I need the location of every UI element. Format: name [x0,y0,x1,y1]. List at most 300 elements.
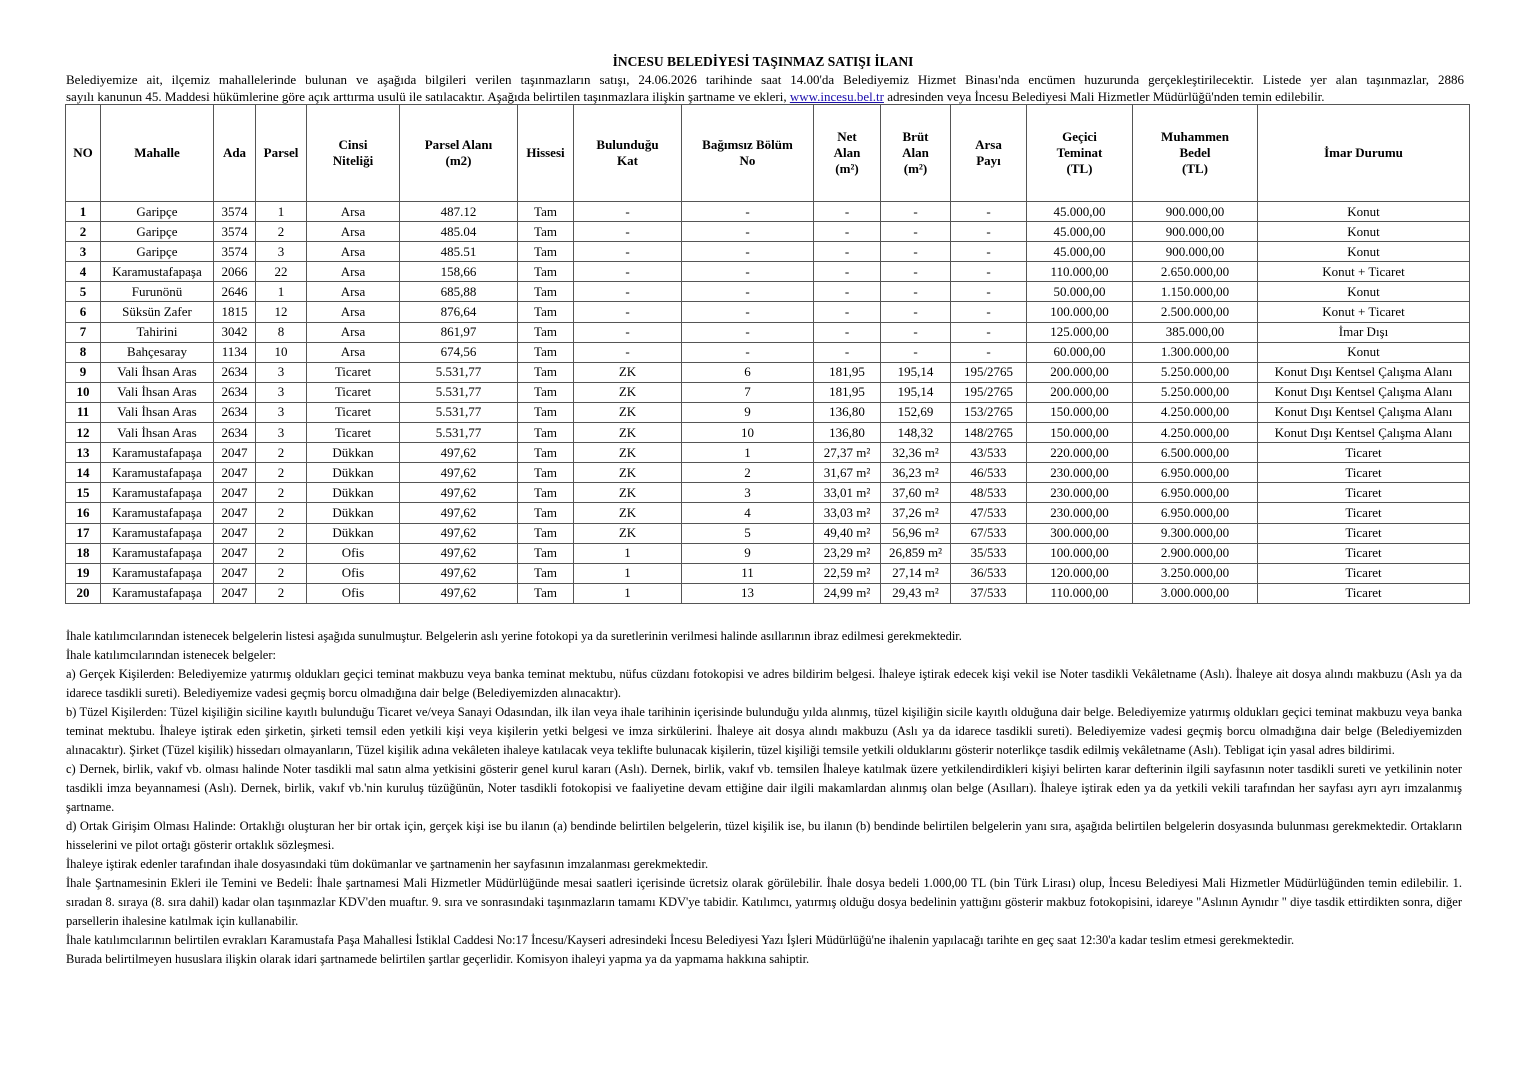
cell-muhammen-bedel: 6.950.000,00 [1133,503,1258,523]
cell-muhammen-bedel: 9.300.000,00 [1133,523,1258,543]
cell-brut-alan: - [881,302,951,322]
cell-net-alan: - [814,322,881,342]
cell-cinsi: Ticaret [307,402,400,422]
cell-kat: ZK [574,463,682,483]
cell-brut-alan: 195,14 [881,362,951,382]
cell-ada: 2634 [214,382,256,402]
cell-net-alan: 23,29 m² [814,543,881,563]
table-row [66,382,1470,402]
cell-gecici-teminat: 110.000,00 [1027,262,1133,282]
cell-kat: ZK [574,443,682,463]
cell-parsel-alani: 497,62 [400,583,518,603]
table-row [66,523,1470,543]
cell-hissesi: Tam [518,463,574,483]
cell-cinsi: Arsa [307,262,400,282]
intro-line-2 [66,88,1464,105]
cell-gecici-teminat: 60.000,00 [1027,342,1133,362]
cell-mahalle: Vali İhsan Aras [101,362,214,382]
cell-cinsi: Dükkan [307,483,400,503]
cell-parsel-alani: 5.531,77 [400,423,518,443]
table-row [66,563,1470,583]
cell-kat: ZK [574,362,682,382]
cell-brut-alan: 32,36 m² [881,443,951,463]
cell-cinsi: Ofis [307,543,400,563]
cell-arsa-payi: - [951,302,1027,322]
cell-ada: 2047 [214,523,256,543]
cell-mahalle: Karamustafapaşa [101,262,214,282]
cell-no: 15 [66,483,101,503]
cell-brut-alan: 195,14 [881,382,951,402]
cell-ada: 2047 [214,543,256,563]
cell-brut-alan: - [881,242,951,262]
cell-mahalle: Furunönü [101,282,214,302]
table-row [66,503,1470,523]
header-arsa-payi: Arsa Payı [951,105,1027,202]
cell-no: 4 [66,262,101,282]
cell-kat: ZK [574,423,682,443]
cell-cinsi: Dükkan [307,503,400,523]
cell-gecici-teminat: 230.000,00 [1027,503,1133,523]
cell-imar-durumu: Konut Dışı Kentsel Çalışma Alanı [1258,382,1470,402]
cell-kat: 1 [574,563,682,583]
cell-bagimsiz-bolum: - [682,322,814,342]
cell-hissesi: Tam [518,563,574,583]
cell-parsel-alani: 497,62 [400,463,518,483]
cell-gecici-teminat: 100.000,00 [1027,543,1133,563]
cell-mahalle: Vali İhsan Aras [101,402,214,422]
cell-no: 12 [66,423,101,443]
cell-no: 1 [66,202,101,222]
table-row [66,583,1470,603]
cell-bagimsiz-bolum: 5 [682,523,814,543]
paragraph: b) Tüzel Kişilerden: Tüzel kişiliğin siciline kayıtlı bulunduğu Ticaret ve/veya Sanayi Odasından, ilk ilan veya ihale tarihinin içerisinde bulunduğu yılda alınmış, tüzel kişiliğin sicile kayıtlı olduğuna dair belge. Belediyemize yatırmış oldukları geçici teminat makbuzu veya banka teminat mektubu. İhaleye iştirak eden şirketin, şirketi temsil eden yetkili kişi veya kişilerin yetki belgesi ve imza sirkülerini. İhaleye ait dosya alındı makbuzu (Aslı ya da idarece tasdikli sureti). Belediyemize vadesi geçmiş borcu olmadığına dair belge (Belediyemizden alınacaktır). Şirket (Tüzel kişilik) hissedarı olmayanların, Tüzel kişilik adına vekâleten ihaleye katılacak veya teklifte bulunacak kişilerin, tüzel kişiliği temsile yetkili olduklarını gösterir noterlikçe tasdik edilmiş vekâletname (Aslı). Tebligat için yasal adres bildirimi. [66,705,1462,757]
cell-brut-alan: - [881,282,951,302]
cell-kat: - [574,202,682,222]
cell-no: 7 [66,322,101,342]
intro-text [66,71,1464,105]
paragraph: İhale katılımcılarından istenecek belgelerin listesi aşağıda sunulmuştur. Belgelerin aslı yerine fotokopi ya da suretlerinin verilmesi halinde asıllarının ibraz edilmesi gerekmektedir. [66,629,962,643]
cell-brut-alan: - [881,262,951,282]
cell-parsel: 2 [256,222,307,242]
cell-muhammen-bedel: 1.300.000,00 [1133,342,1258,362]
cell-muhammen-bedel: 900.000,00 [1133,202,1258,222]
header-bagimsiz-bolum: Bağımsız Bölüm No [682,105,814,202]
cell-ada: 2047 [214,503,256,523]
cell-parsel: 2 [256,503,307,523]
cell-ada: 3574 [214,222,256,242]
cell-imar-durumu: Konut Dışı Kentsel Çalışma Alanı [1258,402,1470,422]
cell-net-alan: 136,80 [814,402,881,422]
cell-mahalle: Vali İhsan Aras [101,423,214,443]
cell-parsel: 12 [256,302,307,322]
cell-brut-alan: - [881,222,951,242]
header-ada: Ada [214,105,256,202]
cell-mahalle: Garipçe [101,242,214,262]
cell-gecici-teminat: 100.000,00 [1027,302,1133,322]
cell-ada: 2047 [214,443,256,463]
cell-no: 6 [66,302,101,322]
cell-no: 10 [66,382,101,402]
cell-brut-alan: 152,69 [881,402,951,422]
cell-arsa-payi: 148/2765 [951,423,1027,443]
cell-hissesi: Tam [518,262,574,282]
cell-bagimsiz-bolum: - [682,242,814,262]
cell-arsa-payi: - [951,342,1027,362]
cell-gecici-teminat: 125.000,00 [1027,322,1133,342]
cell-imar-durumu: Ticaret [1258,463,1470,483]
cell-cinsi: Arsa [307,222,400,242]
cell-parsel: 3 [256,362,307,382]
cell-brut-alan: 29,43 m² [881,583,951,603]
cell-imar-durumu: Konut Dışı Kentsel Çalışma Alanı [1258,423,1470,443]
cell-ada: 3042 [214,322,256,342]
cell-brut-alan: 148,32 [881,423,951,443]
cell-brut-alan: 56,96 m² [881,523,951,543]
cell-parsel-alani: 497,62 [400,523,518,543]
cell-imar-durumu: İmar Dışı [1258,322,1470,342]
cell-parsel-alani: 497,62 [400,563,518,583]
header-imar-durumu: İmar Durumu [1258,105,1470,202]
cell-kat: - [574,342,682,362]
cell-imar-durumu: Ticaret [1258,523,1470,543]
cell-gecici-teminat: 150.000,00 [1027,423,1133,443]
cell-net-alan: 33,01 m² [814,483,881,503]
cell-arsa-payi: - [951,222,1027,242]
cell-gecici-teminat: 50.000,00 [1027,282,1133,302]
paragraph: İhale Şartnamesinin Ekleri ile Temini ve Bedeli: İhale şartnamesi Mali Hizmetler Müdürlüğünde mesai saatleri içerisinde ücretsiz olarak görülebilir. İhale dosya bedeli 1.000,00 TL (bin Türk Lirası) olup, İncesu Belediyesi Mali Hizmetler Müdürlüğünden temin edilebilir. 1. sıradan 8. sıraya (8. sıra dahil) kadar olan taşınmazlar KDV'den muaftır. 9. sıra ve sonrasındaki taşınmazların tamamı KDV'ye tabidir. Katılımcı, yatırmış olduğu dosya bedelinin yattığını gösterir makbuz fotokopisini, idareye "Aslının Aynıdır " diye tasdik ettirdikten sonra, diğer parsellerin ihalesine katılmak için kullanabilir. [66,876,1462,928]
cell-muhammen-bedel: 3.000.000,00 [1133,583,1258,603]
property-table [65,104,1470,604]
cell-muhammen-bedel: 5.250.000,00 [1133,382,1258,402]
cell-parsel-alani: 485.04 [400,222,518,242]
cell-cinsi: Ofis [307,563,400,583]
cell-parsel: 8 [256,322,307,342]
cell-net-alan: 49,40 m² [814,523,881,543]
cell-parsel-alani: 674,56 [400,342,518,362]
table-row [66,463,1470,483]
cell-kat: - [574,302,682,322]
cell-parsel-alani: 876,64 [400,302,518,322]
cell-ada: 2047 [214,483,256,503]
cell-cinsi: Ticaret [307,382,400,402]
cell-imar-durumu: Ticaret [1258,543,1470,563]
header-brut-alan: Brüt Alan (m²) [881,105,951,202]
cell-parsel: 2 [256,523,307,543]
cell-arsa-payi: - [951,202,1027,222]
cell-hissesi: Tam [518,302,574,322]
cell-muhammen-bedel: 1.150.000,00 [1133,282,1258,302]
cell-brut-alan: 26,859 m² [881,543,951,563]
table-row [66,423,1470,443]
cell-brut-alan: - [881,342,951,362]
table-row [66,402,1470,422]
cell-hissesi: Tam [518,423,574,443]
cell-arsa-payi: - [951,322,1027,342]
cell-mahalle: Karamustafapaşa [101,483,214,503]
cell-parsel-alani: 5.531,77 [400,382,518,402]
cell-ada: 2047 [214,583,256,603]
cell-parsel: 22 [256,262,307,282]
cell-imar-durumu: Ticaret [1258,443,1470,463]
cell-bagimsiz-bolum: - [682,202,814,222]
cell-net-alan: - [814,342,881,362]
header-cinsi: Cinsi Niteliği [307,105,400,202]
cell-imar-durumu: Konut [1258,202,1470,222]
cell-bagimsiz-bolum: 1 [682,443,814,463]
paragraph: c) Dernek, birlik, vakıf vb. olması halinde Noter tasdikli mal satın alma yetkisini gösterir genel kurul kararı (Aslı). Dernek, birlik, vakıf vb. temsilen İhaleye katılmak üzere yetkilendirdikleri kişiyi belirten karar defterinin ilgili sayfasının noter tasdikli sureti ve yetkilinin noter tasdikli imza beyannamesi (Aslı). Dernek, birlik, vakıf vb.'nin kuruluş tüzüğünün, Noter tasdikli fotokopisi ve faaliyetine devam ettiğine dair ilgili makamlardan alınmış olan belge (Asılları). İhaleye iştirak eden ya da yetkili vekili tarafından her sayfası ayrı ayrı imzalanmış şartname. [66,762,1462,814]
cell-arsa-payi: 37/533 [951,583,1027,603]
cell-mahalle: Karamustafapaşa [101,523,214,543]
cell-no: 5 [66,282,101,302]
cell-hissesi: Tam [518,322,574,342]
cell-parsel: 1 [256,202,307,222]
table-row [66,543,1470,563]
cell-cinsi: Dükkan [307,463,400,483]
cell-gecici-teminat: 300.000,00 [1027,523,1133,543]
cell-no: 2 [66,222,101,242]
cell-mahalle: Vali İhsan Aras [101,382,214,402]
page-title: İNCESU BELEDİYESİ TAŞINMAZ SATIŞI İLANI [612,54,914,69]
cell-imar-durumu: Konut [1258,342,1470,362]
table-body [66,202,1470,604]
cell-hissesi: Tam [518,282,574,302]
cell-kat: ZK [574,483,682,503]
header-mahalle: Mahalle [101,105,214,202]
cell-mahalle: Karamustafapaşa [101,443,214,463]
cell-parsel-alani: 497,62 [400,543,518,563]
cell-imar-durumu: Ticaret [1258,583,1470,603]
cell-kat: ZK [574,402,682,422]
cell-net-alan: - [814,222,881,242]
cell-kat: - [574,262,682,282]
cell-muhammen-bedel: 3.250.000,00 [1133,563,1258,583]
cell-parsel-alani: 5.531,77 [400,362,518,382]
cell-cinsi: Ticaret [307,423,400,443]
cell-net-alan: - [814,262,881,282]
cell-bagimsiz-bolum: 3 [682,483,814,503]
cell-hissesi: Tam [518,342,574,362]
cell-bagimsiz-bolum: 2 [682,463,814,483]
cell-arsa-payi: 36/533 [951,563,1027,583]
cell-hissesi: Tam [518,503,574,523]
cell-no: 3 [66,242,101,262]
table-row [66,342,1470,362]
cell-kat: - [574,242,682,262]
cell-brut-alan: - [881,322,951,342]
cell-cinsi: Arsa [307,282,400,302]
cell-imar-durumu: Ticaret [1258,483,1470,503]
cell-hissesi: Tam [518,382,574,402]
cell-net-alan: - [814,242,881,262]
table-row [66,202,1470,222]
cell-imar-durumu: Konut [1258,222,1470,242]
cell-bagimsiz-bolum: 11 [682,563,814,583]
table-row [66,242,1470,262]
cell-no: 8 [66,342,101,362]
cell-kat: - [574,322,682,342]
cell-bagimsiz-bolum: - [682,342,814,362]
cell-net-alan: - [814,302,881,322]
cell-kat: ZK [574,382,682,402]
cell-brut-alan: 27,14 m² [881,563,951,583]
cell-hissesi: Tam [518,443,574,463]
cell-parsel: 2 [256,563,307,583]
cell-arsa-payi: - [951,242,1027,262]
cell-net-alan: 27,37 m² [814,443,881,463]
cell-bagimsiz-bolum: 4 [682,503,814,523]
cell-gecici-teminat: 45.000,00 [1027,202,1133,222]
cell-muhammen-bedel: 4.250.000,00 [1133,423,1258,443]
table-row [66,362,1470,382]
table-row [66,262,1470,282]
cell-parsel: 2 [256,583,307,603]
header-gecici-teminat: Geçici Teminat (TL) [1027,105,1133,202]
cell-mahalle: Garipçe [101,202,214,222]
cell-gecici-teminat: 230.000,00 [1027,483,1133,503]
cell-cinsi: Arsa [307,302,400,322]
table-row [66,443,1470,463]
cell-arsa-payi: 46/533 [951,463,1027,483]
cell-ada: 3574 [214,202,256,222]
cell-gecici-teminat: 45.000,00 [1027,242,1133,262]
paragraph: a) Gerçek Kişilerden: Belediyemize yatırmış oldukları geçici teminat makbuzu veya banka teminat mektubu, nüfus cüzdanı fotokopisi ve adres bildirim belgesi. İhaleye iştirak edecek kişi vekil ise Noter tasdikli Vekâletname (Aslı). İhaleye ait dosya alındı makbuzu (Aslı ya da idarece tasdikli sureti). Belediyemize vadesi geçmiş borcu olmadığına dair belge (Belediyemizden alınacaktır). [66,667,1462,700]
cell-ada: 2047 [214,463,256,483]
cell-bagimsiz-bolum: 9 [682,543,814,563]
cell-muhammen-bedel: 2.500.000,00 [1133,302,1258,322]
cell-cinsi: Arsa [307,202,400,222]
cell-hissesi: Tam [518,402,574,422]
cell-imar-durumu: Konut [1258,282,1470,302]
cell-parsel: 1 [256,282,307,302]
cell-ada: 2066 [214,262,256,282]
cell-muhammen-bedel: 6.500.000,00 [1133,443,1258,463]
cell-arsa-payi: 35/533 [951,543,1027,563]
cell-mahalle: Süksün Zafer [101,302,214,322]
cell-parsel: 10 [256,342,307,362]
cell-ada: 2634 [214,362,256,382]
cell-cinsi: Ofis [307,583,400,603]
header-net-alan: Net Alan (m²) [814,105,881,202]
cell-parsel: 2 [256,543,307,563]
cell-arsa-payi: 195/2765 [951,362,1027,382]
cell-parsel-alani: 485.51 [400,242,518,262]
cell-brut-alan: - [881,202,951,222]
cell-bagimsiz-bolum: 13 [682,583,814,603]
cell-hissesi: Tam [518,362,574,382]
cell-ada: 3574 [214,242,256,262]
cell-parsel: 2 [256,443,307,463]
cell-ada: 2646 [214,282,256,302]
cell-parsel: 3 [256,423,307,443]
cell-kat: ZK [574,523,682,543]
cell-mahalle: Karamustafapaşa [101,463,214,483]
cell-ada: 1134 [214,342,256,362]
cell-bagimsiz-bolum: 7 [682,382,814,402]
cell-parsel-alani: 158,66 [400,262,518,282]
cell-mahalle: Karamustafapaşa [101,563,214,583]
cell-net-alan: 136,80 [814,423,881,443]
cell-cinsi: Arsa [307,342,400,362]
table-header-row [66,105,1470,202]
header-parsel: Parsel [256,105,307,202]
cell-muhammen-bedel: 900.000,00 [1133,222,1258,242]
cell-kat: 1 [574,543,682,563]
cell-arsa-payi: 153/2765 [951,402,1027,422]
cell-hissesi: Tam [518,543,574,563]
cell-muhammen-bedel: 6.950.000,00 [1133,483,1258,503]
cell-gecici-teminat: 45.000,00 [1027,222,1133,242]
cell-parsel-alani: 861,97 [400,322,518,342]
website-link[interactable]: www.incesu.bel.tr [789,89,884,104]
cell-hissesi: Tam [518,583,574,603]
cell-imar-durumu: Ticaret [1258,563,1470,583]
cell-bagimsiz-bolum: - [682,302,814,322]
cell-net-alan: 31,67 m² [814,463,881,483]
cell-muhammen-bedel: 6.950.000,00 [1133,463,1258,483]
cell-parsel: 3 [256,382,307,402]
cell-mahalle: Garipçe [101,222,214,242]
cell-hissesi: Tam [518,202,574,222]
cell-no: 14 [66,463,101,483]
intro-line-2-before: sayılı kanunun 45. Maddesi hükümlerine göre açık arttırma usulü ile satılacaktır. Aşağıda belirtilen taşınmazlara ilişkin şartname ve ekleri, [66,89,790,104]
cell-bagimsiz-bolum: - [682,282,814,302]
cell-gecici-teminat: 110.000,00 [1027,583,1133,603]
cell-imar-durumu: Konut + Ticaret [1258,302,1470,322]
cell-gecici-teminat: 120.000,00 [1027,563,1133,583]
header-bulundugu-kat: Bulunduğu Kat [574,105,682,202]
cell-arsa-payi: 43/533 [951,443,1027,463]
cell-no: 13 [66,443,101,463]
cell-net-alan: 24,99 m² [814,583,881,603]
intro-line-1: Belediyemize ait, ilçemiz mahallelerinde bulunan ve aşağıda bilgileri verilen taşınmazların satışı, 24.06.2026 tarihinde saat 14.00'da Belediyemiz Hizmet Binası'nda encümen huzurunda gerçekleştirilecektir. Listede yer alan taşınmazlar, 2886 [66,72,1464,87]
header-hissesi: Hissesi [518,105,574,202]
cell-parsel-alani: 497,62 [400,503,518,523]
cell-gecici-teminat: 230.000,00 [1027,463,1133,483]
cell-arsa-payi: - [951,282,1027,302]
cell-parsel-alani: 685,88 [400,282,518,302]
paragraph: İhale katılımcılarından istenecek belgeler: [66,648,276,662]
header-muhammen-bedel: Muhammen Bedel (TL) [1133,105,1258,202]
cell-net-alan: 181,95 [814,382,881,402]
cell-parsel: 3 [256,242,307,262]
intro-line-2-after: adresinden veya İncesu Belediyesi Mali Hizmetler Müdürlüğü'nden temin edilebilir. [883,89,1325,104]
cell-cinsi: Ticaret [307,362,400,382]
cell-mahalle: Bahçesaray [101,342,214,362]
cell-imar-durumu: Konut + Ticaret [1258,262,1470,282]
cell-cinsi: Dükkan [307,523,400,543]
cell-brut-alan: 37,60 m² [881,483,951,503]
cell-kat: ZK [574,503,682,523]
cell-no: 9 [66,362,101,382]
cell-bagimsiz-bolum: - [682,262,814,282]
cell-ada: 2047 [214,563,256,583]
cell-parsel: 2 [256,463,307,483]
cell-kat: 1 [574,583,682,603]
cell-imar-durumu: Konut [1258,242,1470,262]
cell-kat: - [574,222,682,242]
cell-no: 20 [66,583,101,603]
cell-gecici-teminat: 150.000,00 [1027,402,1133,422]
cell-mahalle: Tahirini [101,322,214,342]
cell-brut-alan: 37,26 m² [881,503,951,523]
cell-bagimsiz-bolum: 9 [682,402,814,422]
cell-parsel-alani: 487.12 [400,202,518,222]
cell-mahalle: Karamustafapaşa [101,543,214,563]
cell-bagimsiz-bolum: 10 [682,423,814,443]
table-row [66,222,1470,242]
cell-muhammen-bedel: 5.250.000,00 [1133,362,1258,382]
cell-arsa-payi: 195/2765 [951,382,1027,402]
